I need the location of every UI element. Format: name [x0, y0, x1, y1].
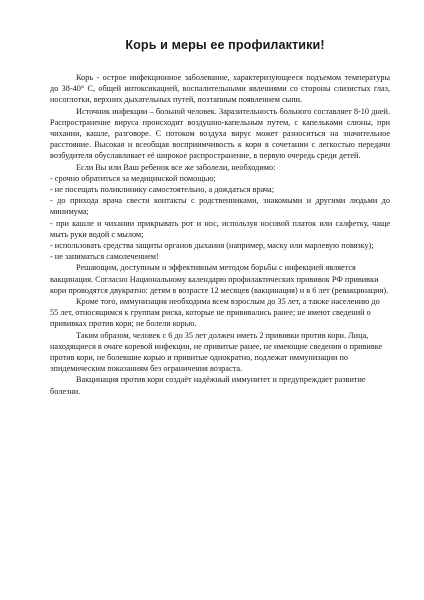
paragraph-definition: Корь - острое инфекционное заболевание, характеризующееся подъемом температуры до 38-40° С, общей интоксикацией, воспалительными явлениями со стороны слизистых глаз, носоглотки, верхних дыхательных путей, поэтапным появлением сыпи.	[50, 73, 390, 105]
list-item: - не заниматься самолечением!	[50, 252, 159, 262]
paragraph-source: Источник инфекции – больной человек. Заразительность больного составляет 8-10 дней. Распространение вируса происходит воздушно-капельным путем, с капельками слюны, при чихании, кашле, разговоре. С потоком воздуха вирус может разноситься на значительное расстояние. Высокая и всеобщая восприимчивость к кори в сочетании с легкостью передачи возбудителя обуславливает её широкое распространение, в первую очередь среди детей.	[50, 106, 390, 161]
list-item: - срочно обратиться за медицинской помощью;	[50, 173, 216, 183]
paragraph-conclusion: Таким образом, человек с 6 до 35 лет должен иметь 2 прививки против кори. Лица, находящиеся в очаге коревой инфекции, не привитые ранее, не имеющие сведения о прививке против кори, не болевшие корью и привитые однократно, подлежат иммунизации по эпидемическим показаниям без ограничения возраста.	[50, 330, 383, 374]
paragraph-adult-immunization: Кроме того, иммунизация необходима всем взрослым до 35 лет, а также населению до 55 лет, относящимся к группам риска, которые не прививались ранее; не имеют сведений о прививках против кори; не болели корью.	[50, 297, 380, 329]
list-item: - до прихода врача свести контакты с родственниками, знакомыми и другими людьми до минимума;	[50, 196, 390, 217]
paragraph-if-ill: Если Вы или Ваш ребенок все же заболели, необходимо:	[76, 162, 276, 172]
list-item: - использовать средства защиты органов дыхания (например, маску или марлевую повязку);	[50, 241, 374, 251]
list-item: - при кашле и чихании прикрывать рот и нос, используя носовой платок или салфетку, чаще мыть руки водой с мылом;	[50, 218, 390, 239]
recommendation-list	[50, 173, 390, 263]
document-title: Корь и меры ее профилактики!	[125, 38, 325, 52]
paragraph-final: Вакцинация против кори создаёт надёжный иммунитет и предупреждает развитие болезни.	[50, 375, 366, 396]
list-item: - не посещать поликлинику самостоятельно, а дождаться врача;	[50, 185, 274, 195]
paragraph-vaccination: Решающим, доступным и эффективным методом борьбы с инфекцией является вакцинация. Согласно Национальному календарю профилактических прививок РФ прививки кори проводятся двукратно: детям в возрасте 12 месяцев (вакцинация) и в 6 лет (ревакцинация).	[50, 263, 389, 295]
